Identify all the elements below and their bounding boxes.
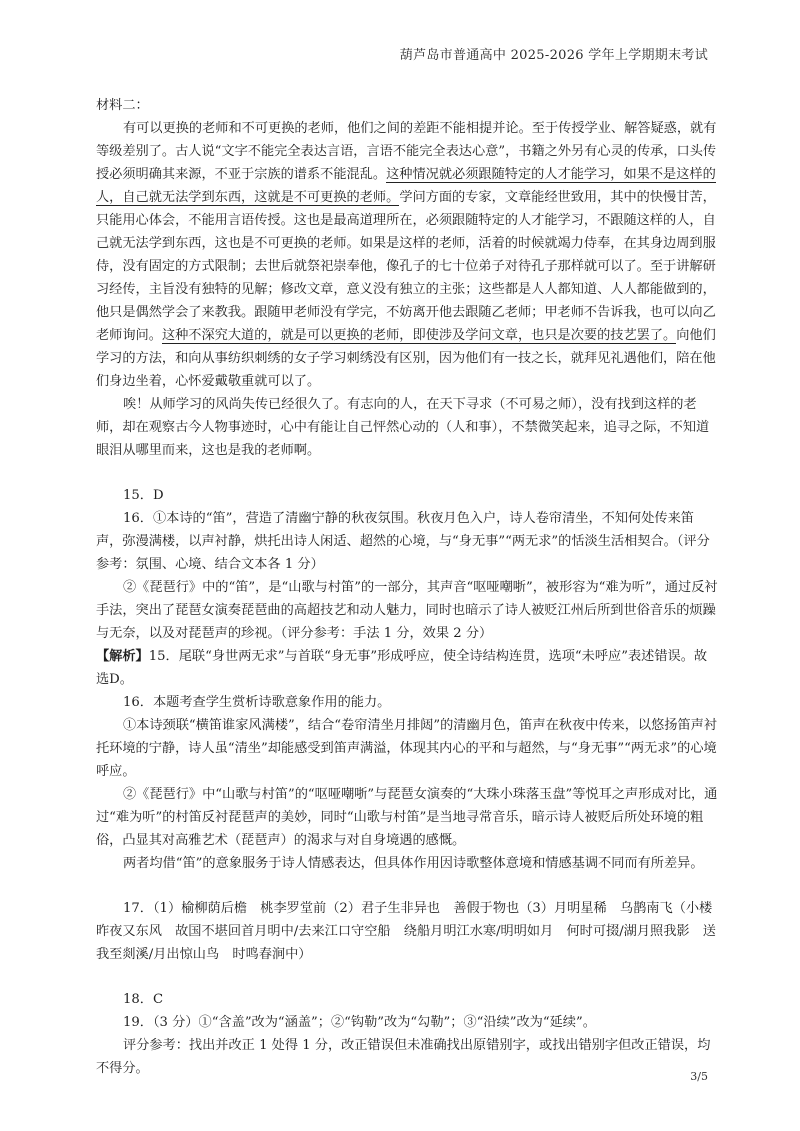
analysis-text: 15．尾联“身世两无求”与首联“身无事”形成呼应，使全诗结构连贯，选项“未呼应”表述错误。故选D。: [96, 649, 708, 687]
answer-17: 17．（1）榆柳荫后檐 桃李罗堂前（2）君子生非异也 善假于物也（3）月明星稀 乌鹊南飞（小楼昨夜又东风 故国不堪回首月明中/去来江口守空船 绕船月明江水寒/明明如月 何时可掇/湖月照我影 送我至剡溪/月出惊山鸟 时鸣春涧中）: [96, 901, 716, 962]
underlined-sentence: 这种不深究大道的，就是可以更换的老师，即使涉及学问文章，也只是次要的技艺罢了。: [161, 328, 677, 343]
answer-15: 15．D: [123, 488, 164, 503]
analysis-16-point-2: ②《琵琶行》中“山歌与村笛”的“呕哑嘲哳”与琵琶女演奏的“大珠小珠落玉盘”等悦耳之声形成对比，通过“难为听”的村笛反衬琵琶声的美妙，同时“山歌与村笛”是当地寻常音乐，暗示诗人被贬后所处环境的粗俗，凸显其对高雅艺术（琵琶声）的渴求与对自身境遇的感慨。: [96, 787, 718, 848]
exam-header: 葫芦岛市普通高中 2025-2026 学年上学期期末考试: [399, 48, 708, 63]
page-content: [96, 94, 720, 1080]
underlined-sentence: 这种情况就必须跟随特定的人才能学习，如果不是这样的人，自己就无法学到东西，这就是不可更换的老师。: [96, 167, 716, 205]
analysis-16-summary: 两者均借“笛”的意象服务于诗人情感表达，但具体作用因诗歌整体意境和情感基调不同而有所差异。: [123, 856, 704, 871]
paragraph-text: 学问方面的专家，文章能经世致用，其中的快慢甘苦，只能用心体会，不能用言语传授。这也是最高道理所在，必须跟随特定的人才能学习，不跟随这样的人，自己就无法学到东西，这也是不可更换的老师。如果是这样的老师，活着的时候就竭力侍奉，在其身边周到服侍，没有固定的方式限制；去世后就祭祀崇奉他，像孔子的七十位弟子对待孔子那样就可以了。至于讲解研习经传，主旨没有独特的见解；修改文章，意义没有独立的主张；这些都是人人都知道、人人都能做到的，他只是偶然学会了来教我。跟随甲老师没有学完，不妨离开他去跟随乙老师；甲老师不告诉我，也可以向乙老师询问。: [96, 190, 716, 343]
answer-16-part-1: 16．①本诗的“笛”，营造了清幽宁静的秋夜氛围。秋夜月色入户，诗人卷帘清坐，不知何处传来笛声，弥漫满楼，以声衬静，烘托出诗人闲适、超然的心境，与“身无事”“两无求”的恬淡生活相契合。（评分参考：氛围、心境、结合文本各 1 分）: [96, 511, 710, 572]
paragraph-text: 有可以更换的老师和不可更换的老师，他们之间的差距不能相提并论。至于传授学业、解答疑惑，就有等级差别了。古人说“文字不能完全表达言语，言语不能完全表达心意”，书籍之外另有心灵的传承，口头传授必须明确其来源，不亚于宗族的谱系不能混乱。: [96, 121, 717, 182]
analysis-16-point-1: ①本诗颈联“横笛谁家风满楼”，结合“卷帘清坐月排闼”的清幽月色，笛声在秋夜中传来，以悠扬笛声衬托环境的宁静，诗人虽“清坐”却能感受到笛声满溢，体现其内心的平和与超然，与“身无事”“两无求”的心境呼应。: [96, 718, 718, 779]
material-paragraph-2: 唉！从师学习的风尚失传已经很久了。有志向的人，在天下寻求（不可易之师），没有找到这样的老师，却在观察古今人物事迹时，心中有能让自己怦然心动的（人和事），不禁微笑起来，追寻之际，不知道眼泪从哪里而来，这也是我的老师啊。: [96, 397, 710, 458]
analysis-15: [96, 645, 720, 691]
analysis-label: 【解析】: [96, 649, 149, 664]
analysis-16: 16．本题考查学生赏析诗歌意象作用的能力。: [123, 695, 391, 710]
material-paragraph-1: [96, 117, 720, 393]
page-number: 3/5: [690, 1070, 708, 1083]
answer-19-scoring-note: 评分参考：找出并改正 1 处得 1 分，改正错误但未准确找出原错别字，或找出错别字但改正错误，均不得分。: [96, 1038, 711, 1076]
answer-19: 19．（3 分）①“含盖”改为“涵盖”；②“钩勒”改为“勾勒”；③“沿续”改为“延续”。: [123, 1015, 596, 1030]
answer-18: 18．C: [123, 992, 164, 1007]
answer-16-part-2: ②《琵琶行》中的“笛”，是“山歌与村笛”的一部分，其声音“呕哑嘲哳”，被形容为“难为听”，通过反衬手法，突出了琵琶女演奏琵琶曲的高超技艺和动人魅力，同时也暗示了诗人被贬江州后所到世俗音乐的烦躁与无奈，以及对琵琶声的珍视。（评分参考：手法 1 分，效果 2 分）: [96, 580, 718, 641]
material-heading: 材料二：: [96, 98, 149, 113]
paragraph-text: 向他们学习的方法，和向从事纺织刺绣的女子学习刺绣没有区别，因为他们有一技之长，就拜见礼遇他们，陪在他们身边坐着，心怀爱戴敬重就可以了。: [96, 328, 716, 389]
